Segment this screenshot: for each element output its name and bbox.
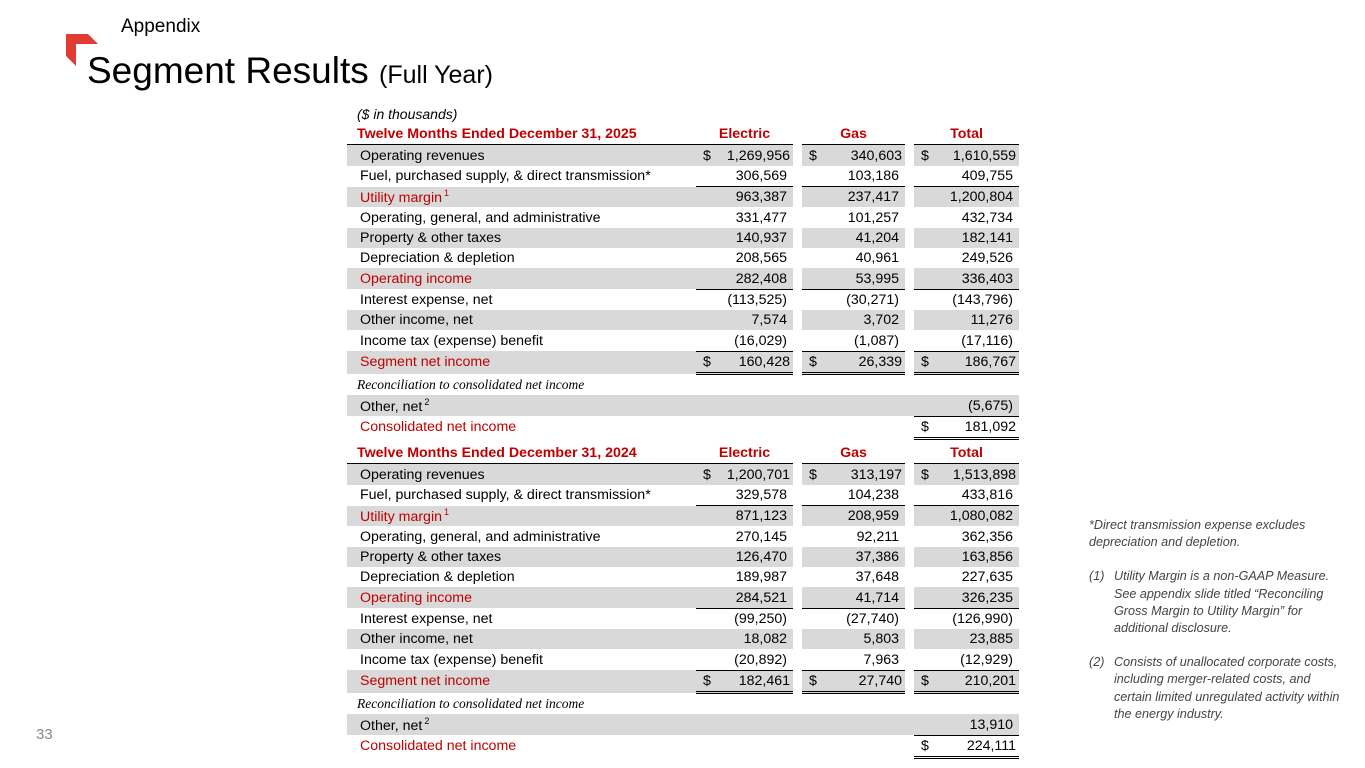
cell-gas: 237,417 <box>802 187 905 208</box>
table-row <box>347 268 1019 289</box>
row-label: Operating income <box>347 268 696 289</box>
page-subtitle: (Full Year) <box>379 61 493 89</box>
cell-gas: 41,204 <box>802 228 905 248</box>
cell-total: 182,141 <box>914 228 1019 248</box>
cell-electric: $ 182,461 <box>696 670 793 692</box>
cell-gas: $ 313,197 <box>802 464 905 485</box>
row-label: Depreciation & depletion <box>360 569 515 586</box>
cell-electric: $ 160,428 <box>696 351 793 373</box>
section-label: Appendix <box>121 16 201 37</box>
dollar-sign: $ <box>809 672 817 689</box>
page-number: 33 <box>36 726 53 743</box>
cell-electric: 7,574 <box>696 310 793 330</box>
cell-electric: $ 1,269,956 <box>696 145 793 166</box>
dollar-sign: $ <box>921 737 929 754</box>
table-row <box>347 485 1019 506</box>
cell-total: 23,885 <box>914 629 1019 649</box>
row-label: Property & other taxes <box>347 228 696 248</box>
cell-electric: 306,569 <box>696 166 793 187</box>
cell-gas: $ 26,339 <box>802 351 905 373</box>
cell-gas: 101,257 <box>847 209 899 226</box>
cell-total: 362,356 <box>961 528 1013 545</box>
cell-electric: 963,387 <box>696 187 793 208</box>
cell-total: $ 186,767 <box>914 351 1019 373</box>
row-label: Other, net $^2$ <box>347 395 914 416</box>
table-row <box>347 649 1019 670</box>
cell-gas: (1,087) <box>802 330 905 351</box>
table-row <box>347 330 1019 351</box>
cell-gas: $ 27,740 <box>802 670 905 692</box>
footnotes <box>1089 517 1344 740</box>
cell-total: 249,526 <box>961 250 1013 267</box>
cell-total: $ 1,610,559 <box>914 145 1019 166</box>
column-header-total: Total <box>914 443 1019 464</box>
footnote-ref: 2 <box>424 715 430 726</box>
cell-gas: 53,995 <box>802 268 905 289</box>
consolidated-row <box>347 416 1019 438</box>
table-row <box>347 567 1019 587</box>
cell-gas: 5,803 <box>802 629 905 649</box>
cell-electric: 18,082 <box>696 629 793 649</box>
row-label: Fuel, purchased supply, & direct transmission* <box>360 168 651 185</box>
cell-total: $ 210,201 <box>914 670 1019 692</box>
row-label: Operating income <box>347 587 696 608</box>
column-header-gas: Gas <box>802 124 905 145</box>
cell-electric: 126,470 <box>696 547 793 567</box>
segment-table-2024 <box>347 443 1019 759</box>
table-row <box>347 587 1019 608</box>
footnote-direct-transmission: *Direct transmission expense excludes depreciation and depletion. <box>1089 518 1306 550</box>
row-label: Other, net $^2$ <box>347 714 914 735</box>
table-row <box>347 207 1019 227</box>
cell-gas: 92,211 <box>856 528 899 545</box>
cell-gas: 208,959 <box>802 506 905 527</box>
row-label: Other income, net <box>347 629 696 649</box>
dollar-sign: $ <box>703 466 711 483</box>
table-row <box>347 526 1019 546</box>
cell-total: 326,235 <box>914 587 1019 608</box>
cell-electric: 284,521 <box>696 587 793 608</box>
table-row <box>347 248 1019 268</box>
table-row <box>347 166 1019 187</box>
consolidated-row <box>347 735 1019 757</box>
table-row <box>347 351 1019 373</box>
cell-electric: 331,477 <box>735 209 787 226</box>
segment-table-2025 <box>347 124 1019 440</box>
cell-total: (17,116) <box>914 330 1019 351</box>
row-label: Interest expense, net <box>360 291 493 308</box>
cell-electric: 270,145 <box>735 528 787 545</box>
dollar-sign: $ <box>809 147 817 164</box>
dollar-sign: $ <box>921 466 929 483</box>
cell-total: 409,755 <box>914 166 1019 187</box>
cell-total: (143,796) <box>952 291 1013 308</box>
table-heading: Twelve Months Ended December 31, 2024 <box>347 443 696 464</box>
table-row <box>347 289 1019 310</box>
cell-electric: 140,937 <box>696 228 793 248</box>
cell-electric: 871,123 <box>696 506 793 527</box>
other-net-row <box>347 395 1019 416</box>
cell-gas: 37,648 <box>855 569 899 586</box>
cell-electric: (20,892) <box>696 649 793 670</box>
cell-gas: 40,961 <box>855 250 899 267</box>
dollar-sign: $ <box>703 672 711 689</box>
cell-total: (5,675) <box>914 395 1019 416</box>
cell-total: 433,816 <box>914 485 1019 506</box>
cell-total: 432,734 <box>961 209 1013 226</box>
cell-electric: (16,029) <box>696 330 793 351</box>
table-row <box>347 547 1019 567</box>
cell-gas: (30,271) <box>846 291 899 308</box>
table-row <box>347 310 1019 330</box>
table-row <box>347 228 1019 248</box>
table-row <box>347 145 1019 166</box>
row-label: Depreciation & depletion <box>360 250 515 267</box>
cell-electric: 208,565 <box>735 250 787 267</box>
reconciliation-row <box>347 693 1019 715</box>
cell-total: 13,910 <box>914 714 1019 735</box>
page-title: Segment Results (Full Year) <box>87 50 493 91</box>
row-label: Income tax (expense) benefit <box>360 651 543 668</box>
cell-gas: 103,186 <box>802 166 905 187</box>
row-label: Utility margin $^1$ <box>347 187 696 208</box>
column-header-total: Total <box>914 124 1019 145</box>
cell-gas: 3,702 <box>802 310 905 330</box>
row-label: Other income, net <box>347 310 696 330</box>
table-row <box>347 629 1019 649</box>
cell-total: $ 224,111 <box>914 735 1019 757</box>
reconciliation-label: Reconciliation to consolidated net income <box>357 696 585 712</box>
table-row <box>347 506 1019 527</box>
table-header <box>347 124 1019 145</box>
column-header-gas: Gas <box>802 443 905 464</box>
footnote-ref: 2 <box>424 396 430 407</box>
row-label: Operating revenues <box>347 145 696 166</box>
footnote-ref: 1 <box>444 506 450 517</box>
cell-electric: 329,578 <box>696 485 793 506</box>
row-label: Interest expense, net <box>360 610 493 627</box>
cell-electric: 189,987 <box>735 569 787 586</box>
dollar-sign: $ <box>809 353 817 370</box>
cell-total: 1,200,804 <box>914 187 1019 208</box>
footnote-ref: 1 <box>444 187 450 198</box>
dollar-sign: $ <box>703 147 711 164</box>
cell-total: 163,856 <box>914 547 1019 567</box>
cell-gas: 37,386 <box>802 547 905 567</box>
cell-total: 1,080,082 <box>914 506 1019 527</box>
dollar-sign: $ <box>921 147 929 164</box>
cell-gas: 41,714 <box>802 587 905 608</box>
table-header <box>347 443 1019 464</box>
table-heading: Twelve Months Ended December 31, 2025 <box>347 124 696 145</box>
cell-gas: 104,238 <box>802 485 905 506</box>
cell-total: 11,276 <box>914 310 1019 330</box>
column-header-electric: Electric <box>696 443 793 464</box>
row-label: Consolidated net income <box>360 419 517 436</box>
dollar-sign: $ <box>921 353 929 370</box>
cell-electric: (99,250) <box>734 610 787 627</box>
dollar-sign: $ <box>809 466 817 483</box>
cell-total: $ 1,513,898 <box>914 464 1019 485</box>
units-note: ($ in thousands) <box>357 106 458 122</box>
row-label: Segment net income <box>347 670 696 692</box>
cell-gas: 7,963 <box>802 649 905 670</box>
reconciliation-label: Reconciliation to consolidated net income <box>357 377 585 393</box>
row-label: Consolidated net income <box>360 738 517 755</box>
row-label: Operating, general, and administrative <box>360 528 601 545</box>
cell-total: (126,990) <box>952 610 1013 627</box>
cell-electric: 282,408 <box>696 268 793 289</box>
cell-electric: $ 1,200,701 <box>696 464 793 485</box>
row-label: Operating, general, and administrative <box>360 209 601 226</box>
cell-electric: (113,525) <box>727 291 787 308</box>
other-net-row <box>347 714 1019 735</box>
row-label: Property & other taxes <box>347 547 696 567</box>
footnote-2: (2) Consists of unallocated corporate costs, including merger-related costs, and certain limited unregulated activity within the energy industry. <box>1089 655 1340 721</box>
cell-total: $ 181,092 <box>914 416 1019 438</box>
row-label: Income tax (expense) benefit <box>360 332 543 349</box>
cell-total: 336,403 <box>914 268 1019 289</box>
dollar-sign: $ <box>921 418 929 435</box>
table-row <box>347 187 1019 208</box>
table-row <box>347 464 1019 485</box>
row-label: Operating revenues <box>347 464 696 485</box>
dollar-sign: $ <box>921 672 929 689</box>
dollar-sign: $ <box>703 353 711 370</box>
table-row <box>347 670 1019 692</box>
cell-total: 227,635 <box>961 569 1013 586</box>
row-label: Fuel, purchased supply, & direct transmission* <box>360 487 651 504</box>
cell-total: (12,929) <box>914 649 1019 670</box>
cell-gas: (27,740) <box>846 610 899 627</box>
cell-gas: $ 340,603 <box>802 145 905 166</box>
row-label: Utility margin $^1$ <box>347 506 696 527</box>
footnote-1: (1) Utility Margin is a non-GAAP Measure. See appendix slide titled “Reconciling Gross Margin to Utility Margin” for additional disclosure. <box>1089 569 1330 636</box>
column-header-electric: Electric <box>696 124 793 145</box>
reconciliation-row <box>347 374 1019 396</box>
row-label: Segment net income <box>347 351 696 373</box>
table-row <box>347 608 1019 629</box>
